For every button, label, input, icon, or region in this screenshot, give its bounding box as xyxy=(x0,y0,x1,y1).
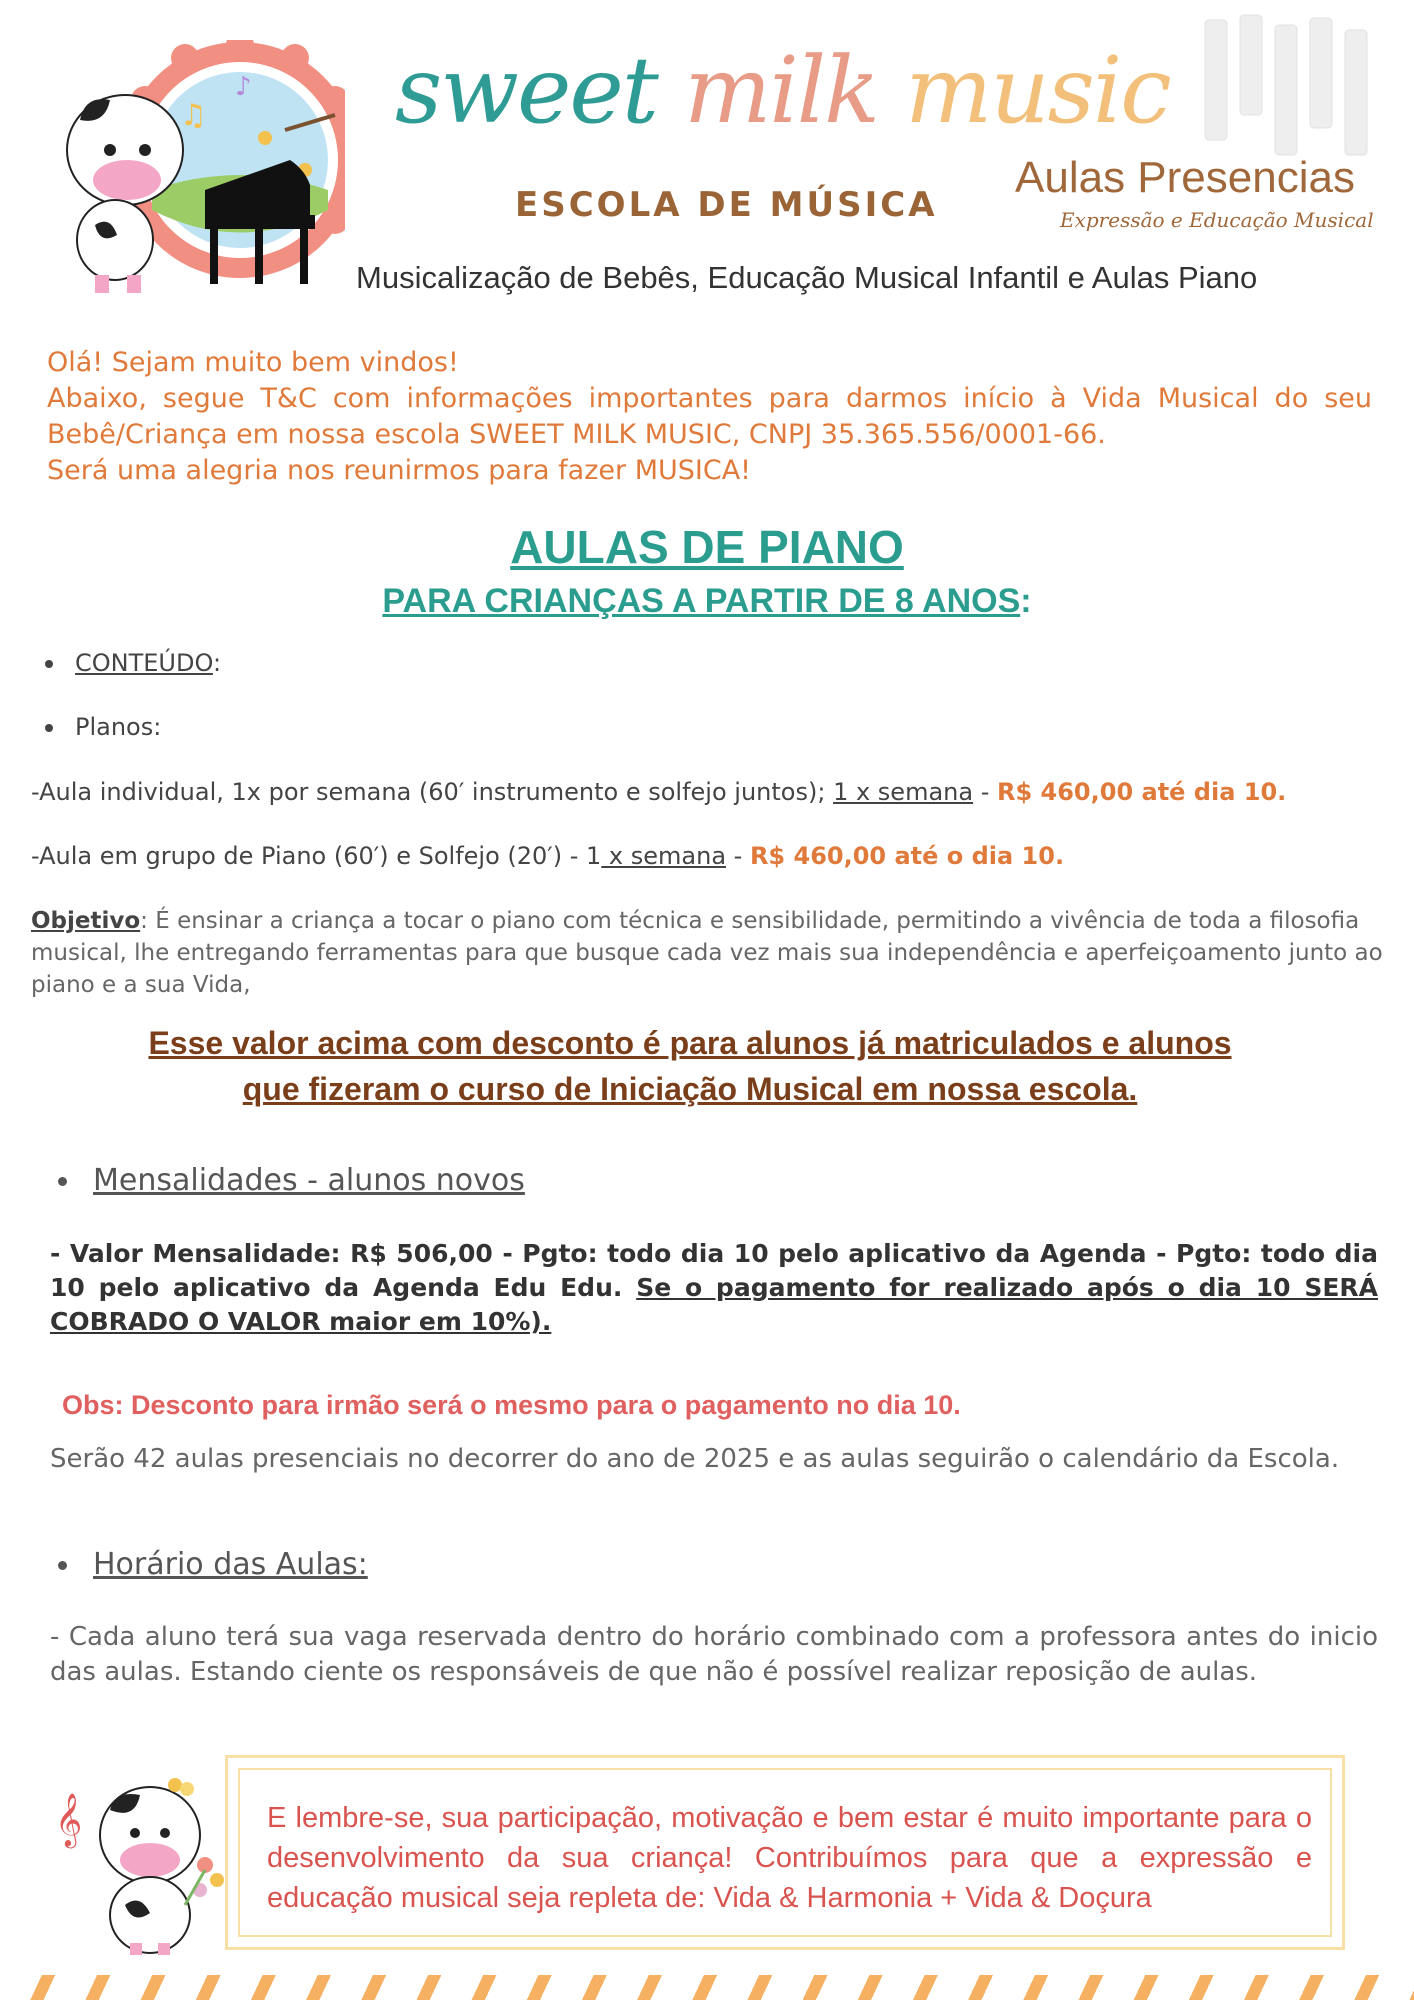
objetivo-colon: : xyxy=(140,908,156,934)
planos-label: Planos: xyxy=(75,713,162,741)
plan-separator: - xyxy=(726,842,750,870)
plan-grupo-price: R$ 460,00 até o dia 10. xyxy=(749,842,1065,870)
bullet-dot xyxy=(58,1177,67,1186)
decorative-stripes-border xyxy=(0,1975,1414,2000)
bullet-dot xyxy=(45,660,53,668)
objetivo-text: É ensinar a criança a tocar o piano com técnica e sensibilidade, permitindo a vivência de toda a filosofia musical, lhe entregando ferramentas para que busque cada vez mais sua independência e aperfeiçoamento junto ao piano e a sua Vida, xyxy=(31,908,1383,998)
svg-text:𝄞: 𝄞 xyxy=(55,1792,83,1846)
expressao-subtitle: Expressão e Educação Musical xyxy=(1060,208,1374,232)
brand-subtitle: ESCOLA DE MÚSICA xyxy=(515,185,938,225)
tagline: Musicalização de Bebês, Educação Musical Infantil e Aulas Piano xyxy=(356,260,1258,295)
intro-closing: Será uma alegria nos reunirmos para fazer MUSICA! xyxy=(47,455,752,486)
intro-text xyxy=(47,345,1372,489)
objetivo-paragraph xyxy=(31,905,1401,1001)
mensalidade-paragraph xyxy=(50,1237,1378,1339)
svg-text:♪: ♪ xyxy=(235,72,252,102)
mensalidade-text: - Valor Mensalidade: R$ 506,00 - Pgto: todo dia 10 pelo aplicativo da Agenda - Pgto: todo dia 10 pelo aplicativo da Agenda Edu Edu. xyxy=(50,1239,1378,1302)
plan-grupo-text: -Aula em grupo de Piano (60′) e Solfejo (20′) - 1 xyxy=(31,842,602,870)
bullet-horario xyxy=(58,1547,368,1582)
brand-logo xyxy=(395,37,1170,185)
bullet-dot xyxy=(58,1561,67,1570)
conteudo-colon: : xyxy=(212,649,222,677)
bullet-conteudo xyxy=(45,649,221,677)
piano-keys-decoration xyxy=(1195,10,1375,160)
desconto-line-1: Esse valor acima com desconto é para alunos já matriculados e alunos xyxy=(148,1025,1232,1061)
plan-grupo xyxy=(31,842,1064,870)
aulas-presenciais-title: Aulas Presencias xyxy=(1015,153,1355,202)
plan-grupo-frequency: x semana xyxy=(601,842,727,870)
intro-body: Abaixo, segue T&C com informações importantes para darmos início à Vida Musical do seu Bebê/Criança em nossa escola SWEET MILK MUSIC, CNPJ 35.365.556/0001-66. xyxy=(47,383,1372,450)
horario-heading: Horário das Aulas: xyxy=(93,1547,368,1582)
brand-name xyxy=(395,37,1170,144)
plan-individual-text: -Aula individual, 1x por semana (60′ instrumento e solfejo juntos); xyxy=(31,778,834,806)
page-title: AULAS DE PIANO xyxy=(510,521,904,573)
desconto-line-2: que fizeram o curso de Iniciação Musical em nossa escola. xyxy=(242,1071,1138,1107)
mensalidade-late-fee: Se o pagamento for realizado após o dia 10 SERÁ COBRADO O VALOR maior em 10%). xyxy=(50,1273,1378,1336)
reminder-text: E lembre-se, sua participação, motivação e bem estar é muito importante para o desenvolvimento da sua criança! Contribuímos para que a expressão e educação musical seja repleta de: Vida & Harmonia + Vida & Doçura xyxy=(267,1802,1312,1914)
page-subtitle xyxy=(0,582,1414,621)
age-range-colon: : xyxy=(1020,582,1032,620)
plan-individual xyxy=(31,778,1286,806)
bullet-mensalidades xyxy=(58,1163,525,1198)
bullet-dot xyxy=(45,724,53,732)
bullet-planos xyxy=(45,713,161,741)
cow-flowers-illustration xyxy=(55,1765,235,1955)
conteudo-label: CONTEÚDO xyxy=(75,649,213,677)
age-range-text: PARA CRIANÇAS A PARTIR DE 8 ANOS xyxy=(382,582,1021,620)
desconto-notice xyxy=(60,1020,1320,1112)
serao-paragraph: Serão 42 aulas presenciais no decorrer do ano de 2025 e as aulas seguirão o calendário da Escola. xyxy=(50,1444,1340,1474)
brand-word-music: music xyxy=(905,37,1170,144)
brand-word-sweet: sweet xyxy=(395,37,657,144)
plan-separator: - xyxy=(973,778,997,806)
plan-individual-price: R$ 460,00 até dia 10. xyxy=(997,778,1287,806)
horario-paragraph: - Cada aluno terá sua vaga reservada dentro do horário combinado com a professora antes do inicio das aulas. Estando ciente os responsáveis de que não é possível realizar reposição de aulas. xyxy=(50,1622,1378,1687)
brand-word-milk: milk xyxy=(684,37,878,144)
objetivo-label: Objetivo xyxy=(31,908,141,934)
intro-greeting: Olá! Sejam muito bem vindos! xyxy=(47,347,459,378)
cow-piano-logo-illustration xyxy=(55,40,345,300)
obs-note: Obs: Desconto para irmão será o mesmo para o pagamento no dia 10. xyxy=(62,1390,961,1420)
plan-individual-frequency: 1 x semana xyxy=(833,778,974,806)
svg-text:♫: ♫ xyxy=(180,98,207,133)
mensalidades-heading: Mensalidades - alunos novos xyxy=(93,1163,525,1198)
